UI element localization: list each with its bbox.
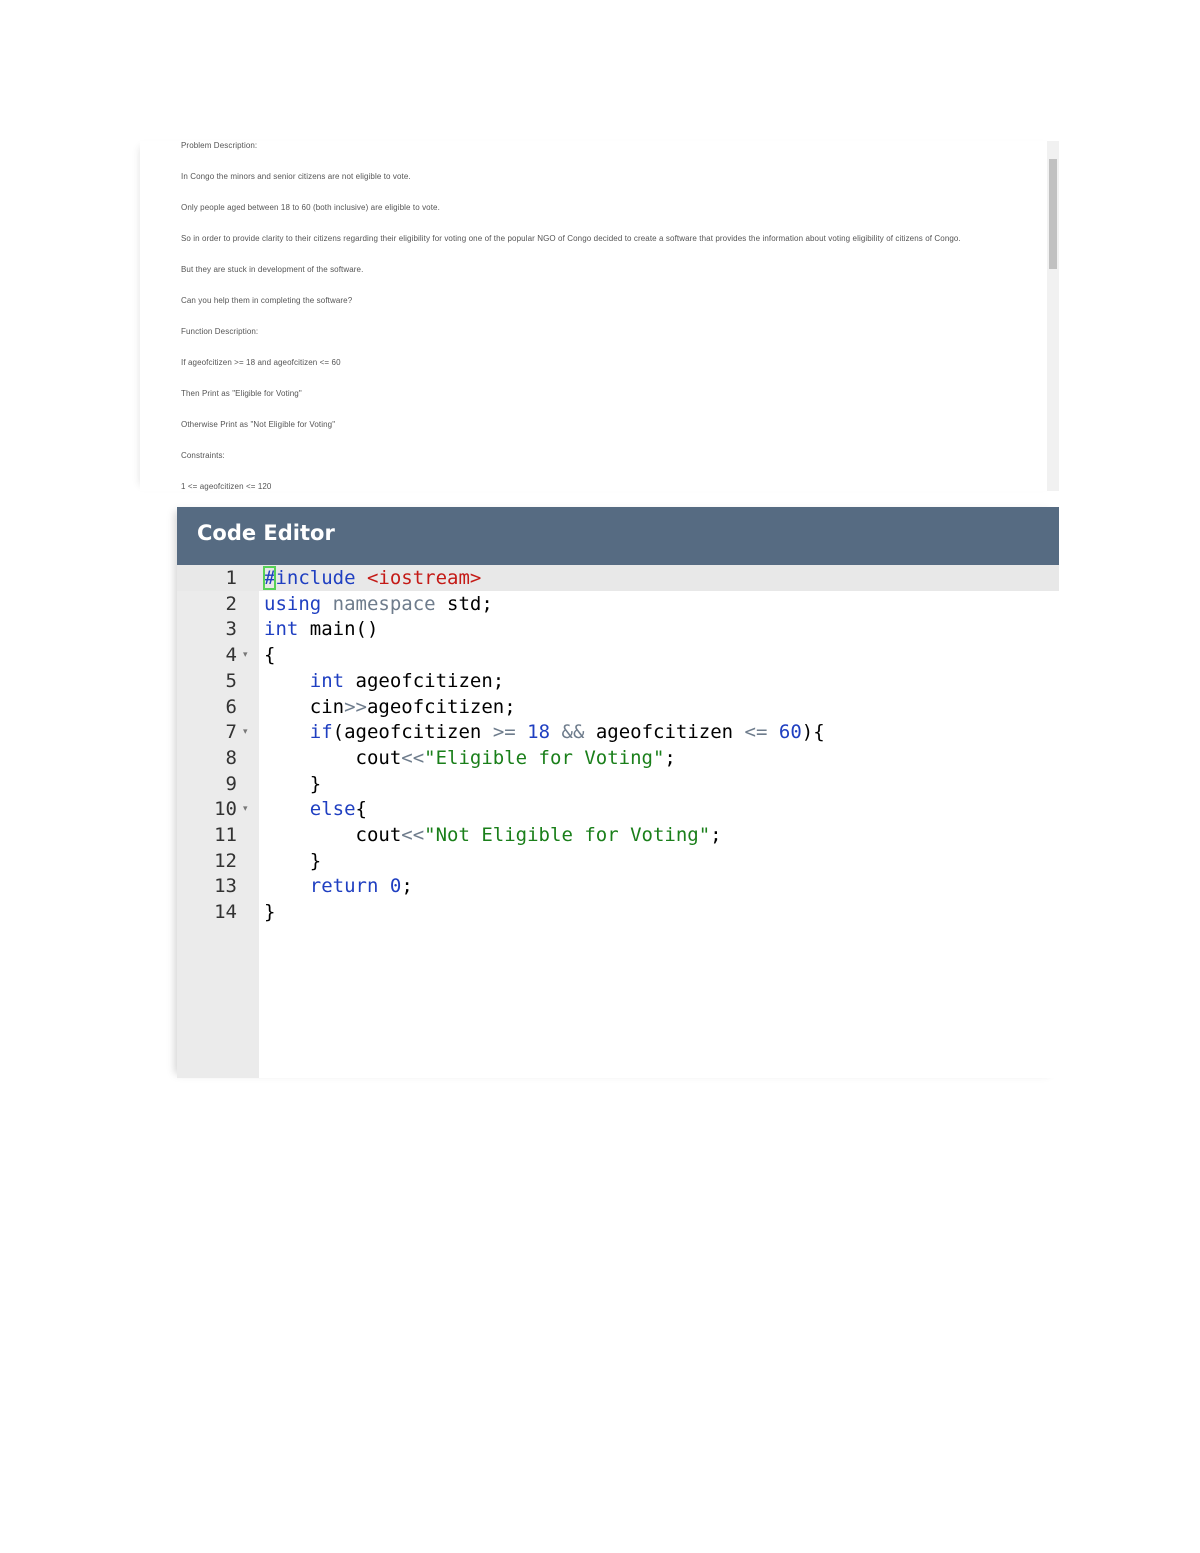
line-number: 3 [225,618,237,641]
fold-arrow-icon[interactable]: ▾ [243,650,248,661]
problem-line: Then Print as "Eligible for Voting" [181,389,302,398]
code-token: cin [264,695,345,718]
problem-line: But they are stuck in development of the software. [181,265,364,274]
code-token: ; [710,824,722,846]
problem-scrollbar[interactable] [1047,141,1059,491]
problem-line: Otherwise Print as "Not Eligible for Voting" [181,420,336,429]
line-number: 9 [225,772,237,795]
code-token [516,721,527,743]
line-number: 2 [225,592,237,615]
problem-line: If ageofcitizen >= 18 and ageofcitizen <= 60 [181,358,341,367]
code-token: { [264,644,276,667]
code-line[interactable] [177,642,1059,668]
code-token: ageofcitizen; [366,695,516,718]
constraints-heading: Constraints: [181,451,225,460]
code-line[interactable] [177,719,1059,745]
code-line[interactable] [177,565,1059,591]
code-line[interactable] [177,591,1059,617]
code-token: ageofcitizen; [344,669,505,692]
problem-scroll-thumb[interactable] [1049,159,1057,269]
code-line-text[interactable] [264,616,378,642]
code-line[interactable] [177,822,1059,848]
code-token [264,670,310,692]
code-token: ){ [801,721,825,744]
code-token: if [309,721,333,744]
code-token: else [309,798,356,821]
code-token [264,798,310,820]
code-token: "Not Eligible for Voting" [424,824,711,846]
problem-description-panel[interactable] [140,141,1059,491]
code-line[interactable] [177,694,1059,720]
code-line[interactable] [177,899,1059,925]
code-token: ; [664,746,676,769]
problem-heading: Problem Description: [181,141,258,150]
line-number: 1 [225,567,237,589]
code-token [378,875,389,897]
function-description-heading: Function Description: [181,327,259,336]
code-line-text[interactable] [264,899,275,925]
code-token: (ageofcitizen [332,721,493,744]
line-number: 11 [214,824,237,846]
code-token: ; [401,875,413,898]
line-number: 10 [214,798,237,821]
problem-line: Can you help them in completing the software? [181,296,353,305]
code-token [321,593,332,615]
code-line-text[interactable] [264,591,493,617]
code-line[interactable] [177,668,1059,694]
code-token: >> [344,695,367,718]
line-number: 5 [225,669,237,692]
code-token: "Eligible for Voting" [424,746,665,769]
code-line[interactable] [177,616,1059,642]
problem-description-content [140,141,1047,491]
code-line-text[interactable] [264,822,722,848]
code-token [767,721,778,743]
code-token [264,875,310,897]
code-line[interactable] [177,771,1059,797]
code-line-text[interactable] [264,873,413,899]
line-number: 4 [225,644,237,667]
code-token: } [264,772,322,795]
code-line-text[interactable] [264,771,321,797]
fold-arrow-icon[interactable]: ▾ [243,727,248,738]
problem-line: Only people aged between 18 to 60 (both inclusive) are eligible to vote. [181,203,440,212]
code-token: ageofcitizen [584,721,745,744]
code-token: main() [298,618,379,641]
code-line[interactable] [177,796,1059,822]
code-token [356,567,367,589]
code-token: 60 [778,721,802,744]
code-token: << [401,746,425,769]
problem-line: 1 <= ageofcitizen <= 120 [181,482,272,491]
code-editor [177,507,1059,1078]
line-number: 14 [214,901,237,924]
code-token: } [264,901,276,924]
code-line[interactable] [177,745,1059,771]
code-token: using [264,592,322,615]
code-token [264,567,356,589]
line-number: 6 [225,695,237,718]
line-number: 12 [214,849,237,872]
code-token: >= [492,721,516,744]
code-line-text[interactable] [264,848,321,874]
code-token: namespace [332,592,436,615]
code-token: && [561,721,585,744]
code-line-text[interactable] [264,642,275,668]
code-line-text[interactable] [264,694,516,720]
line-number: 8 [225,746,237,769]
problem-line: So in order to provide clarity to their citizens regarding their eligibility for voting one of the popular NGO of Congo decided to create a software that provides the information about voting eligibility of citizens of Congo. [181,234,961,243]
code-token-rest: include [275,567,356,589]
code-token: <iostream> [366,567,482,589]
code-line[interactable] [177,873,1059,899]
code-line-text[interactable] [264,796,367,822]
problem-line: In Congo the minors and senior citizens are not eligible to vote. [181,172,411,181]
code-token: 18 [527,721,551,744]
code-lines[interactable] [177,565,1059,1078]
code-editor-title: Code Editor [197,521,335,545]
code-token: cout [264,824,402,846]
text-cursor: # [264,567,276,589]
code-token: } [264,849,322,872]
code-token: cout [264,746,402,769]
code-token: return [309,875,379,898]
code-line[interactable] [177,848,1059,874]
code-token [264,721,310,743]
fold-arrow-icon[interactable]: ▾ [243,804,248,815]
code-token: { [355,798,367,821]
line-number: 13 [214,875,237,898]
code-line-text[interactable] [264,565,481,591]
code-token: 0 [389,875,402,898]
code-token: int [264,618,299,641]
code-token: int [309,669,345,692]
code-line-text[interactable] [264,745,676,771]
code-token: <= [744,721,768,744]
code-token: std; [435,592,493,615]
line-number: 7 [225,721,237,744]
code-line-text[interactable] [264,668,504,694]
code-token [550,721,561,743]
code-line-text[interactable] [264,719,825,745]
code-token: << [401,824,425,846]
code-editor-header [177,507,1059,565]
